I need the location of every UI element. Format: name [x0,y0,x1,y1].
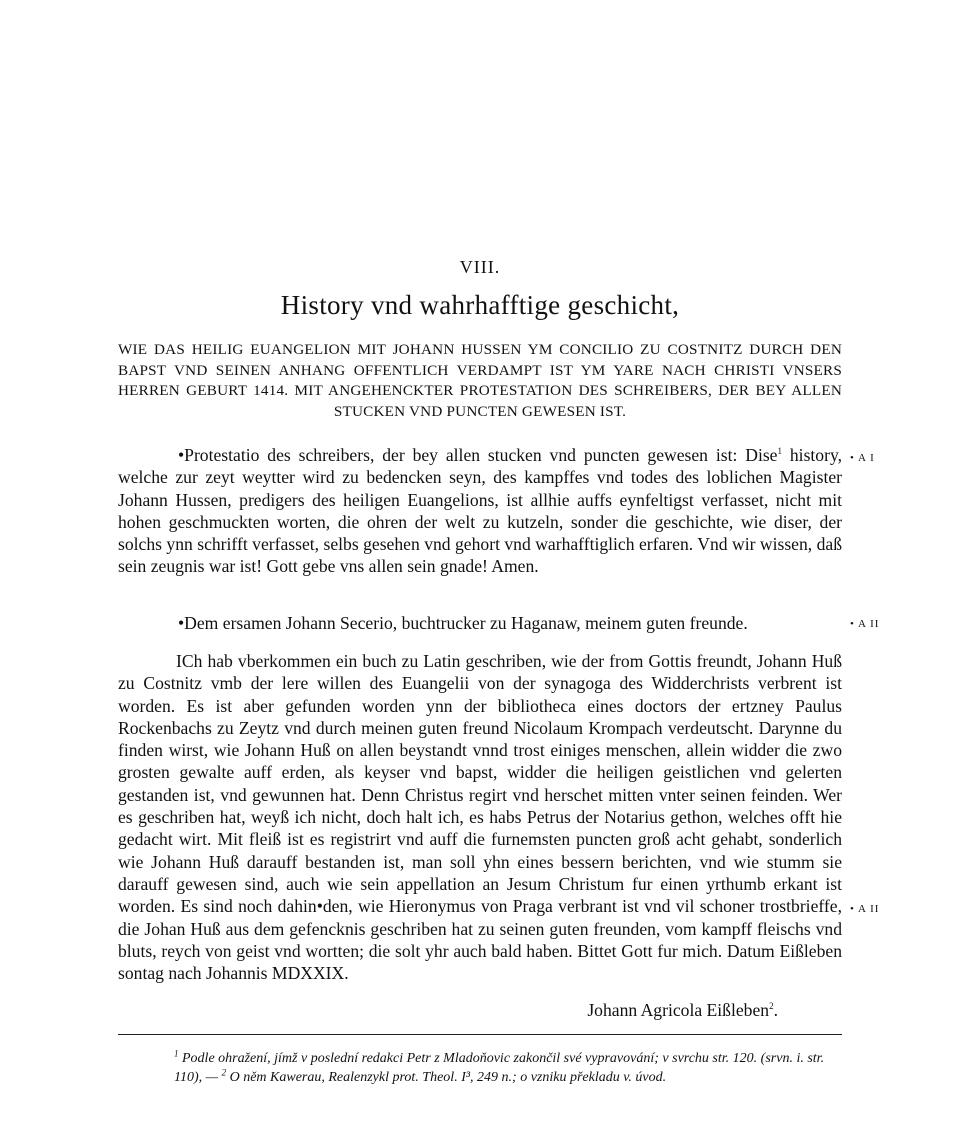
paragraph-letter: ICh hab vberkommen ein buch zu Latin geschriben, wie der from Gottis freundt, Johann Huß zu Costnitz vmb der lere willen des Euangelii von der synagoga des Widderchrists verbrent ist worden. Es ist aber gefunden worden ynn der bibliotheca eines doctors der ertzney Paulus Rockenbachs zu Zeytz vnd durch meinen guten freund Nicolaum Krompach verdeutscht. Darynne du finden wirst, wie Johann Huß on allen beystandt vnnd trost einiges menschen, allein widder die zwo grosten gewalte auff erden, als keyser vnd bapst, widder die heiligen geistlichen vnd gelerten gestanden ist, vnd gewunnen hat. Denn Christus regirt vnd herschet mitten vnter seinen feinden. Wer es geschriben hat, weyß ich nicht, doch halt ich, es habs Petrus der Notarius gethon, welches offt hie gedacht wirt. Mit fleiß ist es registrirt vnd auff die furnemsten puncten groß acht gehabt, sonderlich wie Johann Huß darauff bestanden ist, man soll yhn eines bessern berichten, vnd wie stumm sie darauff gewesen sind, auch wie sein appellation an Jesum Christum fur einen yrthumb erkant ist worden. Es sind noch dahin•den, wie Hieronymus von Praga verbrant ist vnd vil schoner trostbrieffe, die Johan Huß aus dem gefencknis geschriben hat zu seinen guten freunden, vom kampff fleischs vnd bluts, reych von geist vnd wortten; die solt yhr auch bald haben. Bittet Gott fur mich. Datum Eißleben sontag nach Johannis MDXXIX. [118,651,842,984]
protestatio-text-a: •Protestatio des schreibers, der bey allen stucken vnd puncten gewesen ist: Dise [178,445,778,465]
footnote-2-text: O něm Kawerau, Realenzykl prot. Theol. I³, 249 n.; o vzniku překladu v. úvod. [226,1070,667,1085]
footnote-marker-1: 1 [174,1048,179,1059]
document-title: History vnd wahrhafftige geschicht, [280,290,680,320]
footnote-1-text: Podle ohražení, jímž v poslední redakci Petr z Mladoňovic zakončil své vypravování; v svrchu str. 120. (srvn. i. str. 110), — [174,1051,825,1085]
footnotes [112,1049,842,1087]
protestatio-text-b: history, welche zur zeyt weytter wird zu bedencken seyn, des kampffes vnd todes des loblichen Magister Johann Hussen, predigers des heiligen Euangelions, ist allhie auffs eynfeltigst verfasset, nicht mit hohen geschmuckten worten, die ohren der welt zu kutzeln, sonder die geschichte, wie diser, der solchs ynn schrifft verfasset, selbs gesehen vnd gehort vnd warhafftiglich erfaren. Vnd wir wissen, daß sein zeugnis war ist! Gott gebe vns allen sein gnade! Amen. [118,445,843,577]
footnote-ref-1: 1 [777,446,782,457]
footnote-marker-2: 2 [221,1067,227,1078]
paragraph-dedication: •Dem ersamen Johann Secerio, buchtrucker zu Haganaw, meinem guten freunde. [178,613,748,633]
section-number: VIII. [459,257,501,277]
margin-note-3: • A II [850,903,880,915]
signature: Johann Agricola Eißleben$^2$. [587,1000,778,1020]
document-subtitle: WIE DAS HEILIG EUANGELION MIT JOHANN HUSSEN YM CONCILIO ZU COSTNITZ DURCH DEN BAPST VND SEINEN ANHANG OFFENTLICH VERDAMPT IST YM YARE NACH CHRISTI VNSERS HERREN GEBURT 1414. MIT ANGEHENCKTER PROTESTATION DES SCHREIBERS, DER BEY ALLEN STUCKEN VND PUNCTEN GEWESEN IST. [118,341,842,420]
footnote-line [112,1049,842,1087]
signature-text: Johann Agricola Eißleben [587,1000,770,1020]
paragraph-protestatio [118,444,842,578]
margin-note-2: • A II [850,618,880,630]
margin-note-1: • A I [850,452,875,464]
footnote-ref-2: 2 [769,1001,774,1012]
footnote-divider [118,1034,842,1035]
